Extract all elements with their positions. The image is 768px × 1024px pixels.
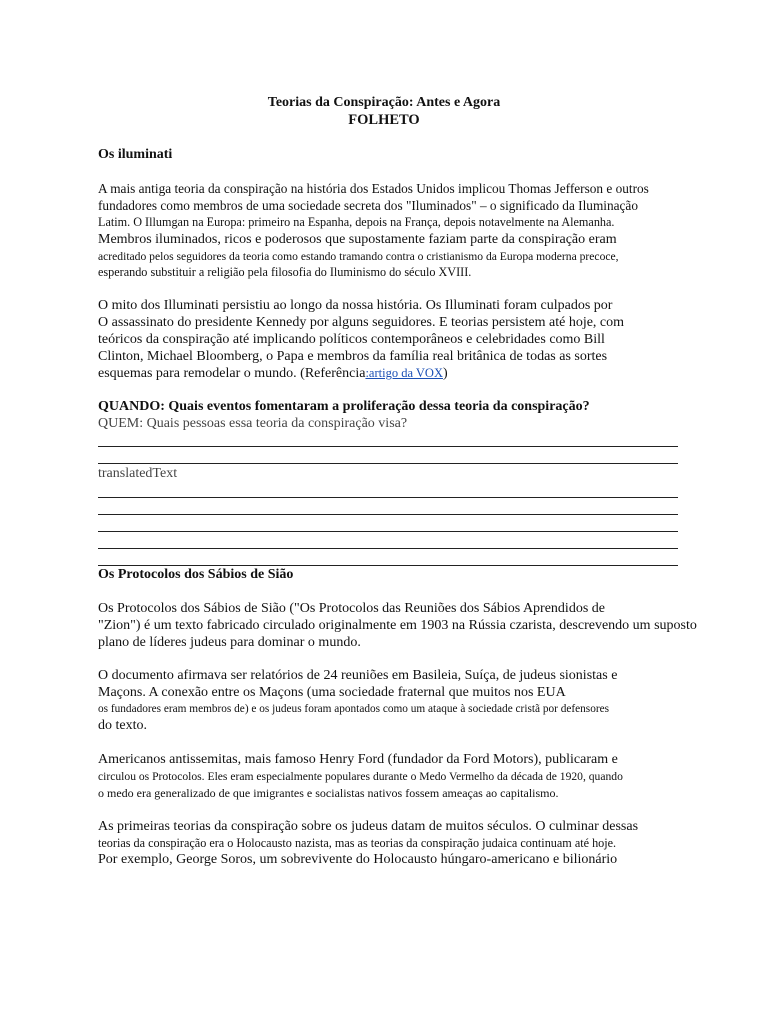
paragraph-line: Maçons. A conexão entre os Maçons (uma sociedade fraternal que muitos nos EUA: [98, 685, 566, 700]
vox-article-link[interactable]: :artigo da VOX: [365, 366, 443, 380]
question-who: QUEM: Quais pessoas essa teoria da conspiração visa?: [98, 416, 408, 431]
paragraph-line: Membros iluminados, ricos e poderosos que supostamente faziam parte da conspiração eram: [98, 232, 617, 247]
answer-line[interactable]: [98, 514, 678, 515]
section-heading-protocols: Os Protocolos dos Sábios de Sião: [98, 567, 294, 582]
paragraph-line: os fundadores eram membros de) e os judeus foram apontados como um ataque à sociedade cristã por defensores: [98, 703, 610, 715]
reference-text: esquemas para remodelar o mundo. (Referência: [98, 366, 366, 381]
paragraph-line: o medo era generalizado de que imigrantes e socialistas nativos fossem ameaças ao capitalismo.: [98, 786, 559, 800]
document-title: Teorias da Conspiração: Antes e Agora: [267, 95, 501, 110]
translated-text-label: translatedText: [98, 466, 178, 481]
paragraph-line: plano de líderes judeus para dominar o mundo.: [98, 635, 361, 650]
paragraph-line: "Zion") é um texto fabricado circulado originalmente em 1903 na Rússia czarista, descrevendo um suposto: [98, 618, 697, 633]
section-heading-illuminati: Os iluminati: [98, 147, 173, 162]
paragraph-line: esperando substituir a religião pela filosofia do Iluminismo do século XVIII.: [98, 265, 472, 279]
paragraph-line: teóricos da conspiração até implicando políticos contemporâneos e celebridades como Bill: [98, 332, 605, 347]
paragraph-line: Clinton, Michael Bloomberg, o Papa e membros da família real britânica de todas as sortes: [98, 349, 608, 364]
paragraph-line: Os Protocolos dos Sábios de Sião ("Os Protocolos das Reuniões dos Sábios Aprendidos de: [98, 601, 605, 616]
paragraph-line: Por exemplo, George Soros, um sobrevivente do Holocausto húngaro-americano e bilionário: [98, 852, 618, 867]
reference-close: ): [442, 366, 448, 381]
paragraph-line: circulou os Protocolos. Eles eram especialmente populares durante o Medo Vermelho da década de 1920, quando: [98, 770, 623, 783]
question-when: QUANDO: Quais eventos fomentaram a proliferação dessa teoria da conspiração?: [98, 399, 590, 414]
paragraph-line: Americanos antissemitas, mais famoso Henry Ford (fundador da Ford Motors), publicaram e: [98, 752, 618, 767]
paragraph-line: A mais antiga teoria da conspiração na história dos Estados Unidos implicou Thomas Jefferson e outros: [98, 181, 649, 196]
paragraph-line: O mito dos Illuminati persistiu ao longo da nossa história. Os Illuminati foram culpados por: [98, 298, 613, 313]
document-subtitle: FOLHETO: [348, 112, 420, 128]
answer-line[interactable]: [98, 531, 678, 532]
answer-line[interactable]: [98, 497, 678, 498]
paragraph-line: do texto.: [98, 718, 147, 733]
paragraph-line: As primeiras teorias da conspiração sobre os judeus datam de muitos séculos. O culminar dessas: [98, 819, 639, 834]
paragraph-line: teorias da conspiração era o Holocausto nazista, mas as teorias da conspiração judaica continuam até hoje.: [98, 836, 617, 850]
answer-line[interactable]: [98, 463, 678, 464]
answer-line[interactable]: [98, 446, 678, 447]
paragraph-line: fundadores como membros de uma sociedade secreta dos "Iluminados" – o significado da Iluminação: [98, 198, 638, 213]
answer-line[interactable]: [98, 548, 678, 549]
paragraph-line: acreditado pelos seguidores da teoria como estando tramando contra o cristianismo da Europa moderna precoce,: [98, 250, 619, 263]
paragraph-line-reference: [98, 365, 448, 382]
answer-line[interactable]: [98, 565, 678, 566]
paragraph-line: O assassinato do presidente Kennedy por alguns seguidores. E teorias persistem até hoje, com: [98, 315, 625, 330]
paragraph-line: Latim. O Illumgan na Europa: primeiro na Espanha, depois na França, depois notavelmente na Alemanha.: [98, 215, 615, 229]
paragraph-line: O documento afirmava ser relatórios de 24 reuniões em Basileia, Suíça, de judeus sionistas e: [98, 668, 618, 683]
